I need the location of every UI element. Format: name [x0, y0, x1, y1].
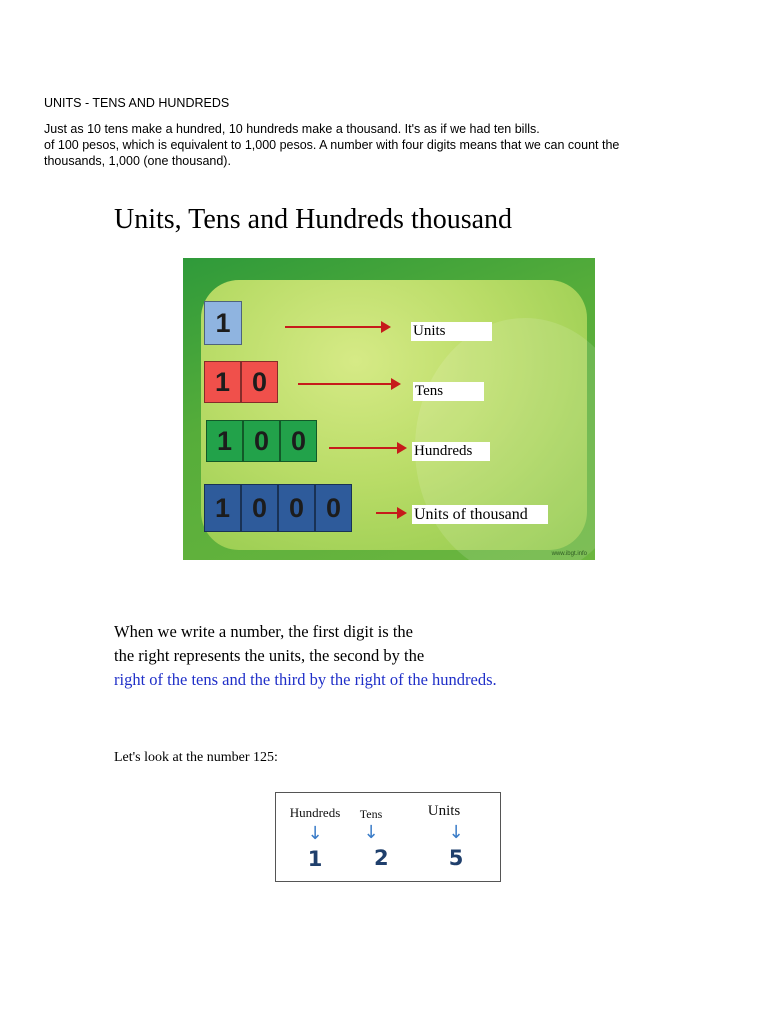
place-value-example [275, 792, 501, 882]
tens-column [356, 793, 389, 870]
column-name: Units [427, 803, 461, 819]
digit-block: 1 [204, 301, 242, 345]
hundreds-row [206, 420, 317, 462]
explanation-paragraph [114, 620, 497, 692]
intro-line: Just as 10 tens make a hundred, 10 hundreds make a thousand. It's as if we had ten bills. [44, 122, 540, 136]
units-row [204, 301, 242, 345]
digit-block: 0 [315, 484, 352, 532]
digit-block: 0 [280, 420, 317, 462]
tens-row [204, 361, 278, 403]
intro-paragraph [44, 121, 734, 169]
figure-watermark: www.ibgt.info [551, 551, 587, 557]
units-arrow [285, 326, 383, 328]
section-heading: UNITS - TENS AND HUNDREDS [44, 96, 230, 110]
intro-line: of 100 pesos, which is equivalent to 1,000 pesos. A number with four digits means that we can count the [44, 138, 620, 152]
explanation-line-highlight: right of the tens and the third by the right of the hundreds. [114, 670, 497, 689]
digit-block: 1 [204, 361, 241, 403]
place-value-figure [183, 258, 595, 560]
down-arrow-icon: ↓ [363, 822, 379, 843]
intro-line: thousands, 1,000 (one thousand). [44, 154, 231, 168]
tens-arrow [298, 383, 393, 385]
example-intro: Let's look at the number 125: [114, 750, 278, 765]
thousands-arrow [376, 512, 399, 514]
figure-title: Units, Tens and Hundreds thousand [114, 204, 513, 235]
units-label: Units [411, 322, 492, 341]
hundreds-arrow [329, 447, 399, 449]
tens-label: Tens [413, 382, 484, 401]
digit-block: 0 [241, 361, 278, 403]
thousands-row [204, 484, 352, 532]
hundreds-label: Hundreds [412, 442, 490, 461]
down-arrow-icon: ↓ [307, 823, 323, 844]
digit-block: 1 [204, 484, 241, 532]
column-digit: 1 [307, 847, 323, 871]
column-name: Tens [359, 807, 383, 821]
units-column [424, 793, 464, 870]
explanation-line: When we write a number, the first digit is the [114, 622, 414, 641]
column-name: Hundreds [289, 805, 341, 820]
hundreds-column [284, 793, 346, 871]
down-arrow-icon: ↓ [448, 822, 464, 843]
column-digit: 5 [448, 846, 464, 870]
column-digit: 2 [374, 846, 389, 870]
digit-block: 0 [278, 484, 315, 532]
digit-block: 0 [243, 420, 280, 462]
thousands-label: Units of thousand [412, 505, 548, 524]
digit-block: 0 [241, 484, 278, 532]
explanation-line: the right represents the units, the second by the [114, 646, 425, 665]
digit-block: 1 [206, 420, 243, 462]
